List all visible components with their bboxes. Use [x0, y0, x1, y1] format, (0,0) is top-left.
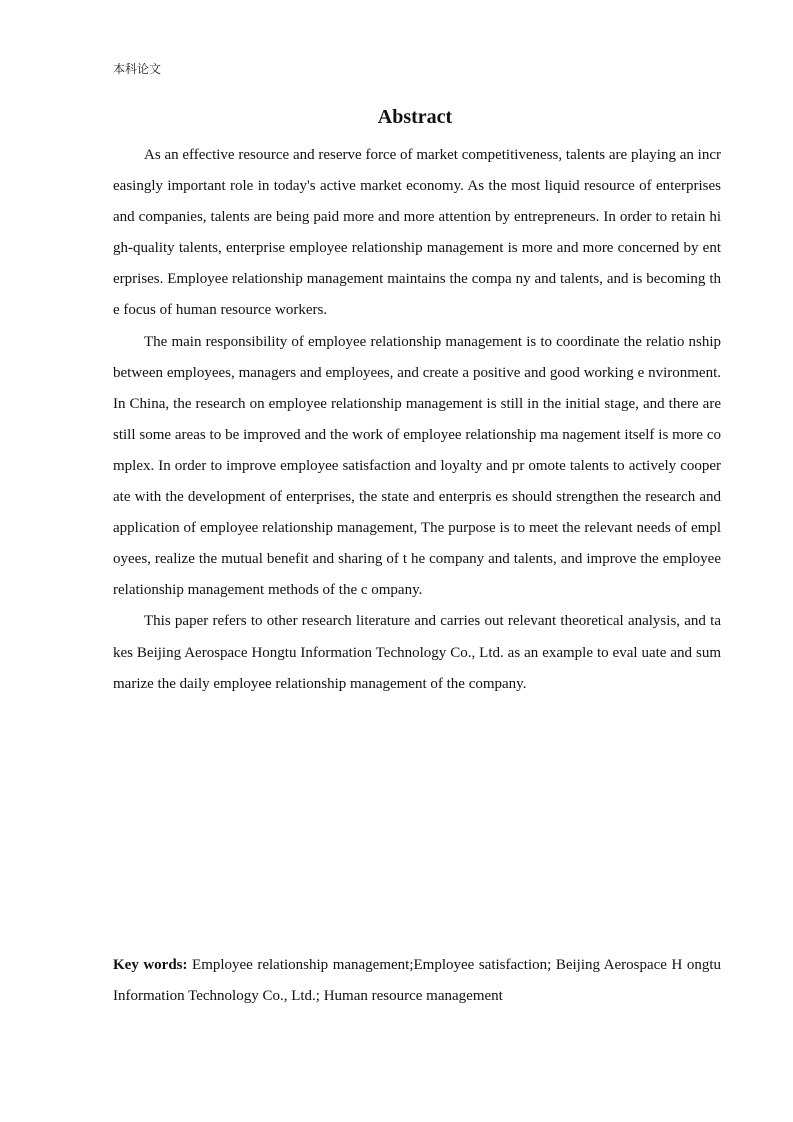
abstract-paragraph-3: This paper refers to other research literature and carries out relevant theoretical analysis, and takes Beijing Aerospace Hongtu Information Technology Co., Ltd. as an example to eval uate and summarize the daily employee relationship management of the company. [113, 613, 721, 692]
abstract-paragraph-2: The main responsibility of employee relationship management is to coordinate the relatio nship between employees, managers and employees, and create a positive and good working e nvironment. In China, the research on employee relationship management is still in the initial stage, and there are still some areas to be improved and the work of employee relationship ma nagement itself is more complex. In order to improve employee satisfaction and loyalty and pr omote talents to actively cooperate with the development of enterprises, the state and enterpris es should strengthen the research and application of employee relationship management, The purpose is to meet the relevant needs of employees, realize the mutual benefit and sharing of t he company and talents, and improve the employee relationship management methods of the c ompany. [113, 333, 721, 599]
keywords-label: Key words: [113, 957, 188, 973]
abstract-title: Abstract [377, 106, 453, 128]
keywords [113, 950, 721, 1012]
header-rule [110, 84, 721, 85]
abstract-paragraph-1: As an effective resource and reserve force of market competitiveness, talents are playing an increasingly important role in today's active market economy. As the most liquid resource of enterprises and companies, talents are being paid more and more attention by entrepreneurs. In order to retain high-quality talents, enterprise employee relationship management is more and more concerned by enterprises. Employee relationship management maintains the compa ny and talents, and is becoming the focus of human resource workers. [113, 147, 721, 319]
abstract-body [113, 140, 721, 700]
running-header: 本科论文 [113, 62, 162, 76]
keywords-text: Employee relationship management;Employee satisfaction; Beijing Aerospace H ongtu Information Technology Co., Ltd.; Human resource management [113, 957, 721, 1004]
